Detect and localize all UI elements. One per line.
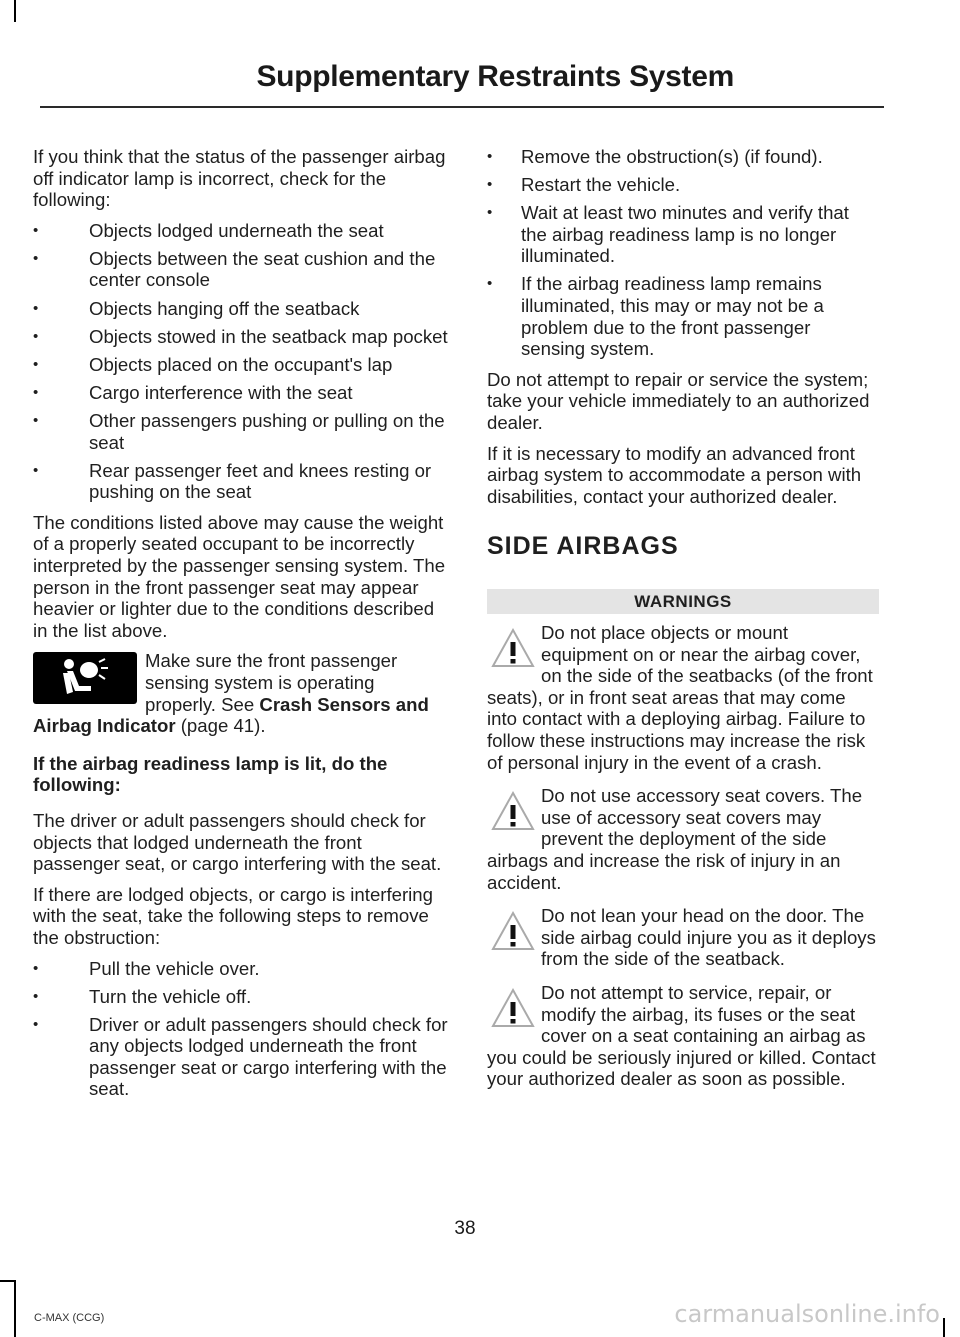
list-item: • Other passengers pushing or pulling on the seat [33,410,448,453]
header-divider [40,106,884,108]
check-paragraph: The driver or adult passengers should check for objects that lodged underneath the front passenger seat, or cargo interfering with the seat. [33,809,442,875]
warning-triangle-icon [487,905,539,957]
warning-item [487,622,879,773]
conditions-paragraph: The conditions listed above may cause the weight of a properly seated occupant to be incorrectly interpreted by the passenger sensing system. The person in the front passenger seat may appear heavier or lighter due to the conditions described in the list above. [33,511,446,641]
list-item: • Wait at least two minutes and verify that the airbag readiness lamp is no longer illuminated. [487,202,879,267]
airbag-indicator-icon [33,652,137,704]
steps-list [33,958,448,1101]
warning-triangle-icon [487,982,539,1034]
list-item: • Rear passenger feet and knees resting or pushing on the seat [33,460,448,503]
list-item: • Driver or adult passengers should check for any objects lodged underneath the front passenger seat or cargo interfering with the seat. [33,1014,448,1100]
left-column [33,146,448,1109]
warning-text: Do not place objects or mount equipment on or near the airbag cover, on the side of the seatbacks (of the front seats), or in front seat areas that may come into contact with a deploying airbag. Failure to follow these instructions may increase the risk of personal injury in the event of a crash. [487,622,873,773]
warning-item [487,785,879,893]
dealer-paragraph: Do not attempt to repair or service the system; take your vehicle immediately to an authorized dealer. [487,368,870,434]
right-column [487,146,879,1102]
steps-list-continued [487,146,879,360]
crop-mark [943,1318,945,1337]
intro-paragraph: If you think that the status of the passenger airbag off indicator lamp is incorrect, check for the following: [33,146,446,211]
page-reference: (page 41). [175,715,266,737]
checklist [33,220,448,503]
list-item: • Restart the vehicle. [487,174,879,196]
list-item: • Objects stowed in the seatback map pocket [33,326,448,348]
list-item: • Cargo interference with the seat [33,382,448,404]
list-item: • Objects hanging off the seatback [33,298,448,320]
list-item: • Objects placed on the occupant's lap [33,354,448,376]
warning-text: Do not use accessory seat covers. The use of accessory seat covers may prevent the deployment of the side airbags and increase the risk of injury in an accident. [487,785,863,893]
crop-mark [14,1280,16,1337]
section-heading: SIDE AIRBAGS [487,532,679,561]
list-item: • Remove the obstruction(s) (if found). [487,146,879,168]
page-title: Supplementary Restraints System [256,60,734,93]
info-note-text: Make sure the front passenger sensing system is operating properly. See [145,650,398,715]
list-item: • Objects between the seat cushion and the center console [33,248,448,291]
list-item: • Pull the vehicle over. [33,958,448,980]
model-label: C-MAX (CCG) [34,1312,105,1324]
list-item: • If the airbag readiness lamp remains illuminated, this may or may not be a problem due to the front passenger sensing system. [487,273,879,359]
warning-triangle-icon [487,785,539,837]
disabilities-paragraph: If it is necessary to modify an advanced front airbag system to accommodate a person with disabilities, contact your authorized dealer. [487,442,862,507]
watermark: carmanualsonline.info [674,1300,940,1328]
warning-text: Do not attempt to service, repair, or modify the airbag, its fuses or the seat cover on a seat containing an airbag as you could be seriously injured or killed. Contact your authorized dealer as soon as possible. [487,981,876,1090]
crop-mark [0,1280,16,1282]
warning-triangle-icon [487,622,539,674]
warning-item [487,982,879,1090]
warning-item [487,905,879,970]
info-note [33,650,448,736]
list-item: • Objects lodged underneath the seat [33,220,448,242]
steps-paragraph: If there are lodged objects, or cargo is interfering with the seat, take the following steps to remove the obstruction: [33,883,433,948]
crop-mark [14,0,16,22]
list-item: • Turn the vehicle off. [33,986,448,1008]
warning-text: Do not lean your head on the door. The side airbag could injure you as it deploys from the side of the seatback. [541,905,876,970]
cross-reference-link[interactable]: Crash Sensors and Airbag Indicator [33,693,429,737]
warnings-label: WARNINGS [487,589,879,614]
page-number: 38 [454,1218,476,1239]
subheading: If the airbag readiness lamp is lit, do the following: [33,752,388,796]
